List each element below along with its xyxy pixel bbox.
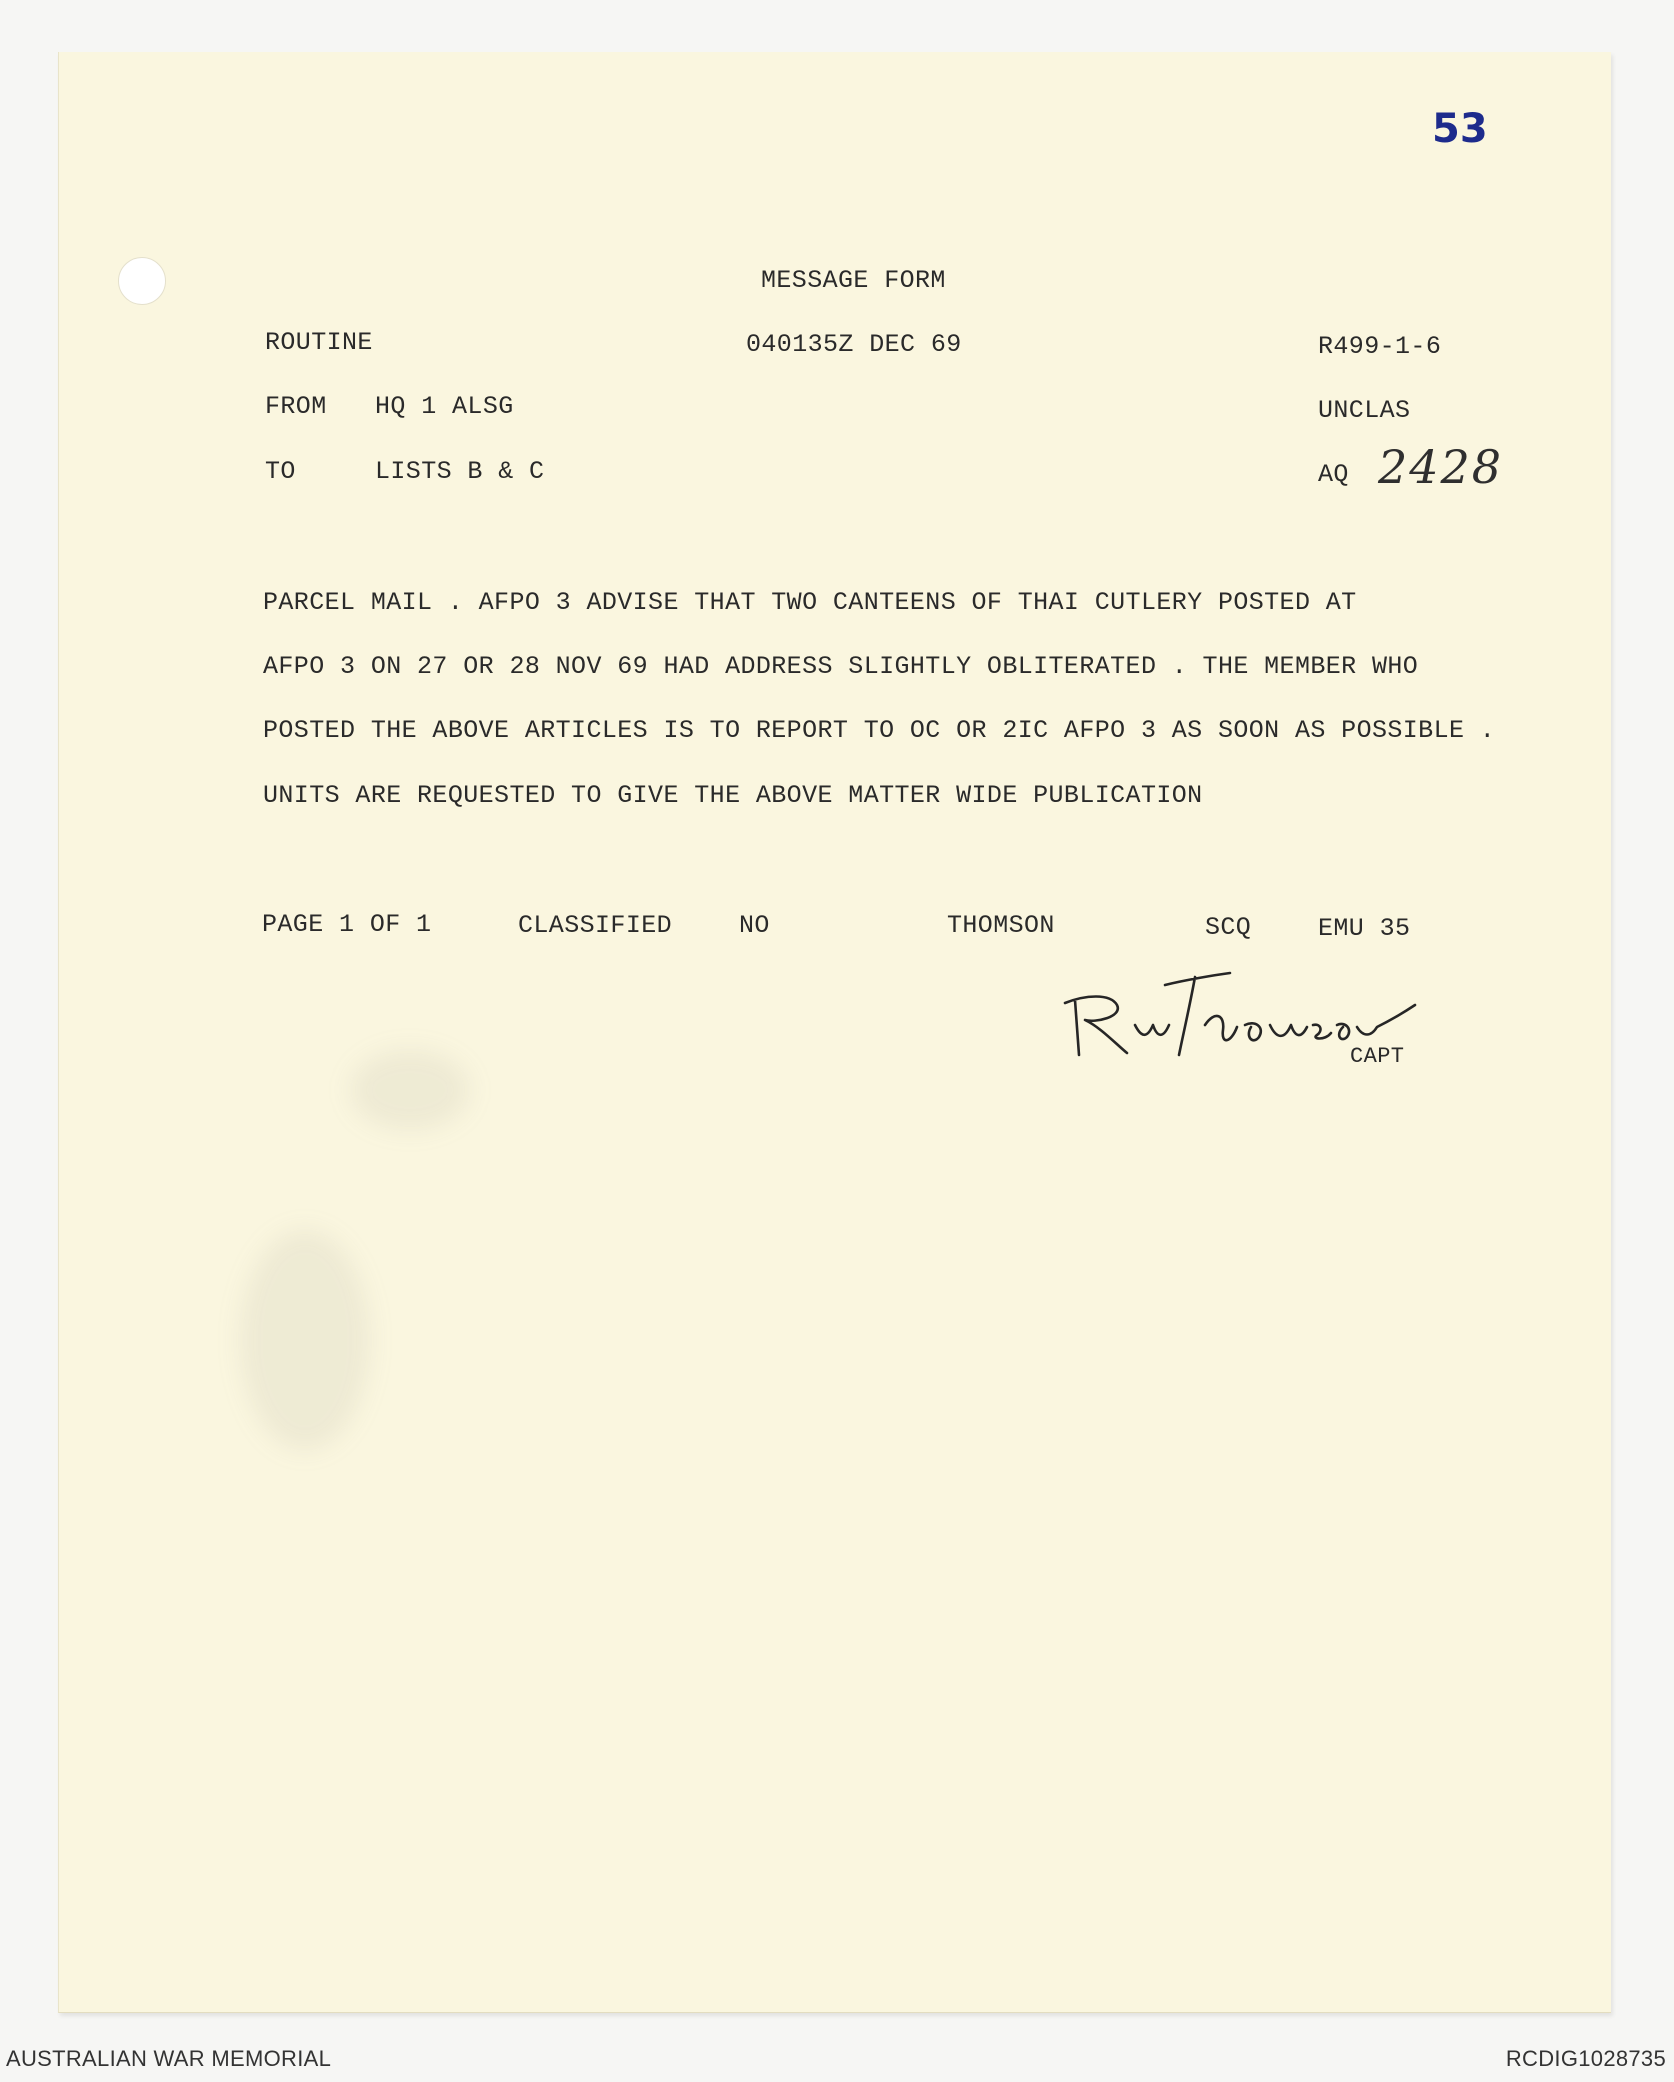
classified-label: CLASSIFIED bbox=[518, 911, 673, 940]
archive-credit: AUSTRALIAN WAR MEMORIAL bbox=[6, 2046, 332, 2071]
stain bbox=[240, 1230, 370, 1450]
page-count: PAGE 1 OF 1 bbox=[262, 910, 432, 939]
form-title: MESSAGE FORM bbox=[761, 266, 946, 295]
precedence: ROUTINE bbox=[265, 328, 373, 357]
body-line: POSTED THE ABOVE ARTICLES IS TO REPORT TO OC OR 2IC AFPO 3 AS SOON AS POSSIBLE . bbox=[263, 716, 1496, 745]
date-time-group: 040135Z DEC 69 bbox=[746, 330, 962, 359]
body-line: AFPO 3 ON 27 OR 28 NOV 69 HAD ADDRESS SLIGHTLY OBLITERATED . THE MEMBER WHO bbox=[263, 652, 1419, 681]
aq-label: AQ bbox=[1318, 460, 1349, 489]
body-line: PARCEL MAIL . AFPO 3 ADVISE THAT TWO CANTEENS OF THAI CUTLERY POSTED AT bbox=[263, 588, 1357, 617]
from-value: HQ 1 ALSG bbox=[375, 392, 514, 421]
extension: EMU 35 bbox=[1318, 914, 1411, 943]
signatory-rank: CAPT bbox=[1350, 1044, 1405, 1069]
to-label: TO bbox=[265, 457, 296, 486]
folio-number: 53 bbox=[1432, 106, 1488, 152]
aq-number: 2428 bbox=[1378, 440, 1504, 494]
to-value: LISTS B & C bbox=[375, 457, 545, 486]
classified-value: NO bbox=[739, 911, 770, 940]
from-label: FROM bbox=[265, 392, 327, 421]
originator-unit: SCQ bbox=[1205, 913, 1252, 942]
archive-id: RCDIG1028735 bbox=[1505, 2046, 1666, 2071]
originator-name: THOMSON bbox=[947, 911, 1055, 940]
body-line: UNITS ARE REQUESTED TO GIVE THE ABOVE MATTER WIDE PUBLICATION bbox=[263, 781, 1203, 810]
reference-number: R499-1-6 bbox=[1318, 332, 1442, 361]
classification: UNCLAS bbox=[1318, 396, 1411, 425]
stain bbox=[350, 1050, 470, 1130]
punch-hole bbox=[118, 257, 166, 305]
